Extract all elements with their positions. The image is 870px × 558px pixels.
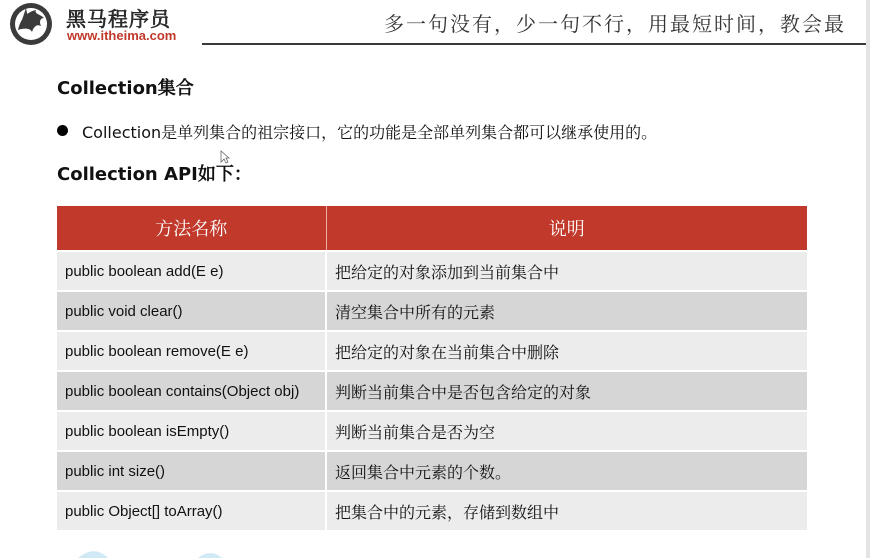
table-row <box>57 251 807 291</box>
method-cell: public Object[] toArray() <box>57 491 326 530</box>
right-edge-strip <box>866 0 870 558</box>
bullet-item <box>57 120 657 143</box>
column-header-method: 方法名称 <box>57 206 326 251</box>
table-header-row <box>57 206 807 251</box>
description-cell: 清空集合中所有的元素 <box>326 291 807 331</box>
brand-url: www.itheima.com <box>67 28 177 43</box>
api-title: Collection API如下： <box>57 164 252 185</box>
brand-name: 黑马程序员 <box>66 7 171 31</box>
horse-logo-icon <box>6 0 60 46</box>
method-cell: public boolean contains(Object obj) <box>57 371 326 411</box>
method-cell: public boolean add(E e) <box>57 251 326 291</box>
method-cell: public int size() <box>57 451 326 491</box>
description-cell: 把给定的对象在当前集合中删除 <box>326 331 807 371</box>
column-header-description: 说明 <box>326 206 807 251</box>
description-cell: 把给定的对象添加到当前集合中 <box>326 251 807 291</box>
table-row <box>57 411 807 451</box>
table-row <box>57 491 807 530</box>
table-row <box>57 371 807 411</box>
header-divider <box>202 43 870 45</box>
method-cell: public boolean isEmpty() <box>57 411 326 451</box>
description-cell: 判断当前集合中是否包含给定的对象 <box>326 371 807 411</box>
api-table <box>57 206 807 530</box>
table-row <box>57 451 807 491</box>
brand-logo <box>4 0 194 46</box>
description-cell: 判断当前集合是否为空 <box>326 411 807 451</box>
method-cell: public void clear() <box>57 291 326 331</box>
slogan: 多一句没有，少一句不行，用最短时间，教会最 <box>384 12 846 36</box>
method-cell: public boolean remove(E e) <box>57 331 326 371</box>
description-cell: 返回集合中元素的个数。 <box>326 451 807 491</box>
section-title: Collection集合 <box>57 78 194 99</box>
bullet-text: Collection是单列集合的祖宗接口，它的功能是全部单列集合都可以继承使用的。 <box>82 123 658 142</box>
table-row <box>57 331 807 371</box>
decorative-shape <box>78 546 228 558</box>
bullet-dot-icon <box>57 125 68 136</box>
description-cell: 把集合中的元素，存储到数组中 <box>326 491 807 530</box>
table-row <box>57 291 807 331</box>
